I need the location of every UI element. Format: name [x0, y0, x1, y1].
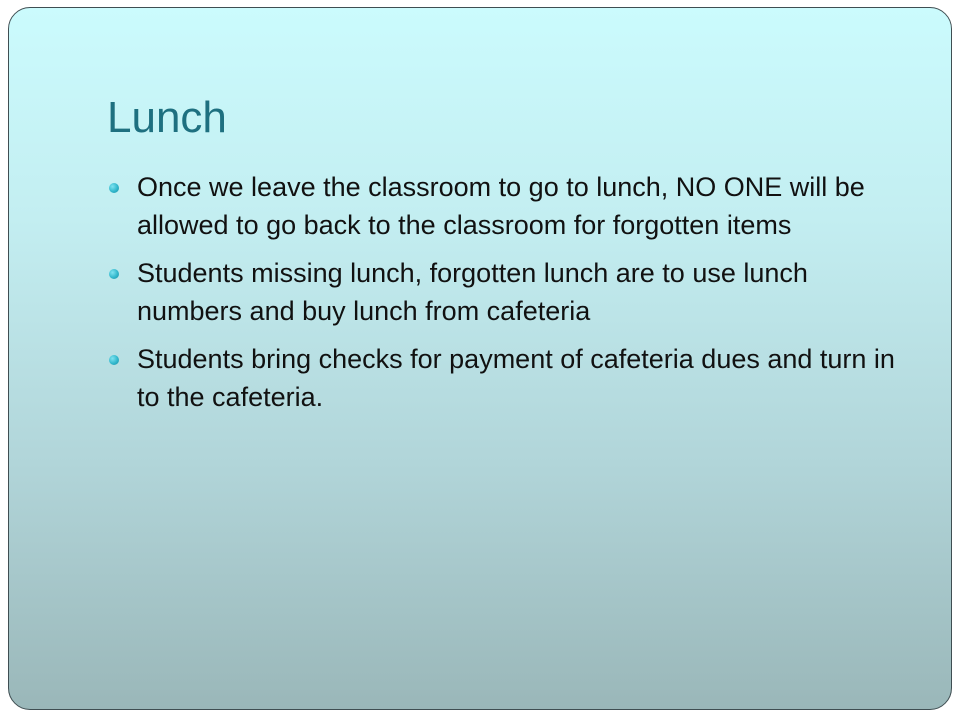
slide [8, 7, 952, 710]
round-bullet-icon [109, 355, 119, 365]
bullet-list [107, 168, 907, 426]
bullet-text: Students bring checks for payment of cafeteria dues and turn in to the cafeteria. [137, 344, 895, 412]
bullet-item [107, 254, 907, 330]
bullet-text: Once we leave the classroom to go to lunch, NO ONE will be allowed to go back to the classroom for forgotten items [137, 172, 865, 240]
slide-title: Lunch [107, 93, 227, 142]
bullet-item [107, 168, 907, 244]
bullet-text: Students missing lunch, forgotten lunch are to use lunch numbers and buy lunch from cafeteria [137, 258, 808, 326]
bullet-item [107, 340, 907, 416]
round-bullet-icon [109, 269, 119, 279]
round-bullet-icon [109, 183, 119, 193]
